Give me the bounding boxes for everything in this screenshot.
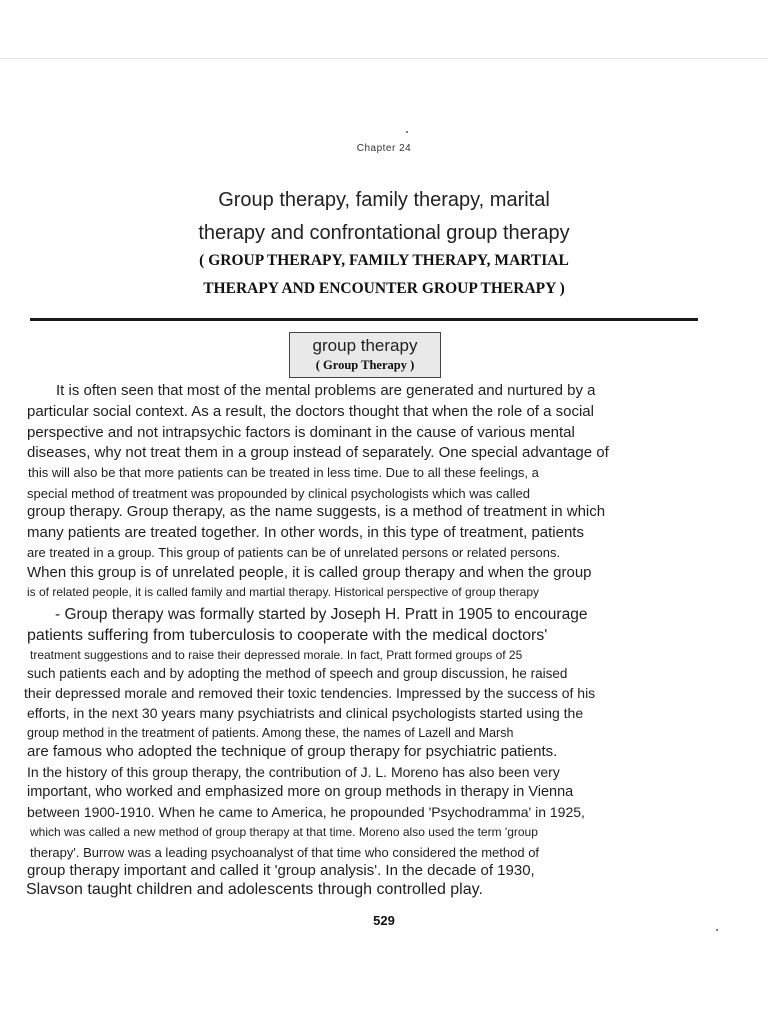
body-line-18: group method in the treatment of patients. Among these, the names of Lazell and Marsh — [27, 726, 514, 740]
top-band — [0, 0, 768, 59]
body-line-21: important, who worked and emphasized more on group methods in therapy in Vienna — [27, 784, 574, 800]
chapter-title-line-1: Group therapy, family therapy, marital — [218, 189, 550, 211]
chapter-subtitle-line-2: THERAPY AND ENCOUNTER GROUP THERAPY ) — [203, 280, 565, 297]
body-line-16: their depressed morale and removed their toxic tendencies. Impressed by the success of his — [24, 685, 596, 701]
title-divider — [30, 318, 698, 321]
body-line-20: In the history of this group therapy, the contribution of J. L. Moreno has also been very — [27, 764, 560, 780]
body-line-3: perspective and not intrapsychic factors is dominant in the cause of various mental — [27, 424, 575, 441]
body-line-5: this will also be that more patients can be treated in less time. Due to all these feelings, a — [28, 465, 539, 480]
body-line-4: diseases, why not treat them in a group instead of separately. One special advantage of — [27, 444, 609, 461]
body-line-10: When this group is of unrelated people, it is called group therapy and when the group — [27, 564, 592, 581]
body-line-17: efforts, in the next 30 years many psychiatrists and clinical psychologists started using the — [27, 705, 584, 721]
section-subheading: ( Group Therapy ) — [315, 358, 415, 372]
body-line-15: such patients each and by adopting the method of speech and group discussion, he raised — [27, 666, 568, 681]
body-line-9: are treated in a group. This group of patients can be of unrelated persons or related persons. — [27, 545, 561, 560]
body-line-26: Slavson taught children and adolescents through controlled play. — [26, 881, 483, 898]
body-line-6: special method of treatment was propounded by clinical psychologists which was called — [27, 486, 530, 501]
body-line-13: patients suffering from tuberculosis to cooperate with the medical doctors' — [27, 627, 548, 644]
body-line-8: many patients are treated together. In other words, in this type of treatment, patients — [27, 524, 584, 541]
page-number: 529 — [373, 913, 395, 928]
body-line-19: are famous who adopted the technique of group therapy for psychiatric patients. — [27, 743, 558, 760]
section-heading: group therapy — [312, 336, 418, 355]
body-line-11: is of related people, it is called family and martial therapy. Historical perspective of group therapy — [27, 585, 540, 599]
body-line-1: It is often seen that most of the mental problems are generated and nurtured by a — [56, 382, 596, 399]
body-line-24: therapy'. Burrow was a leading psychoanalyst of that time who considered the method of — [30, 845, 540, 860]
section-heading-box — [289, 332, 441, 378]
scan-speck — [406, 131, 408, 133]
chapter-label: Chapter 24 — [356, 143, 412, 154]
body-line-12: - Group therapy was formally started by Joseph H. Pratt in 1905 to encourage — [55, 606, 588, 623]
body-line-25: group therapy important and called it 'group analysis'. In the decade of 1930, — [27, 862, 535, 879]
chapter-subtitle-line-1: ( GROUP THERAPY, FAMILY THERAPY, MARTIAL — [199, 252, 569, 269]
body-line-2: particular social context. As a result, the doctors thought that when the role of a social — [27, 403, 594, 420]
chapter-title-line-2: therapy and confrontational group therapy — [198, 222, 570, 244]
body-line-23: which was called a new method of group therapy at that time. Moreno also used the term 'group — [30, 825, 538, 839]
body-line-7: group therapy. Group therapy, as the name suggests, is a method of treatment in which — [27, 503, 606, 520]
body-line-14: treatment suggestions and to raise their depressed morale. In fact, Pratt formed groups of 25 — [30, 648, 523, 662]
body-line-22: between 1900-1910. When he came to America, he propounded 'Psychodramma' in 1925, — [27, 804, 585, 820]
scan-speck — [716, 929, 718, 931]
